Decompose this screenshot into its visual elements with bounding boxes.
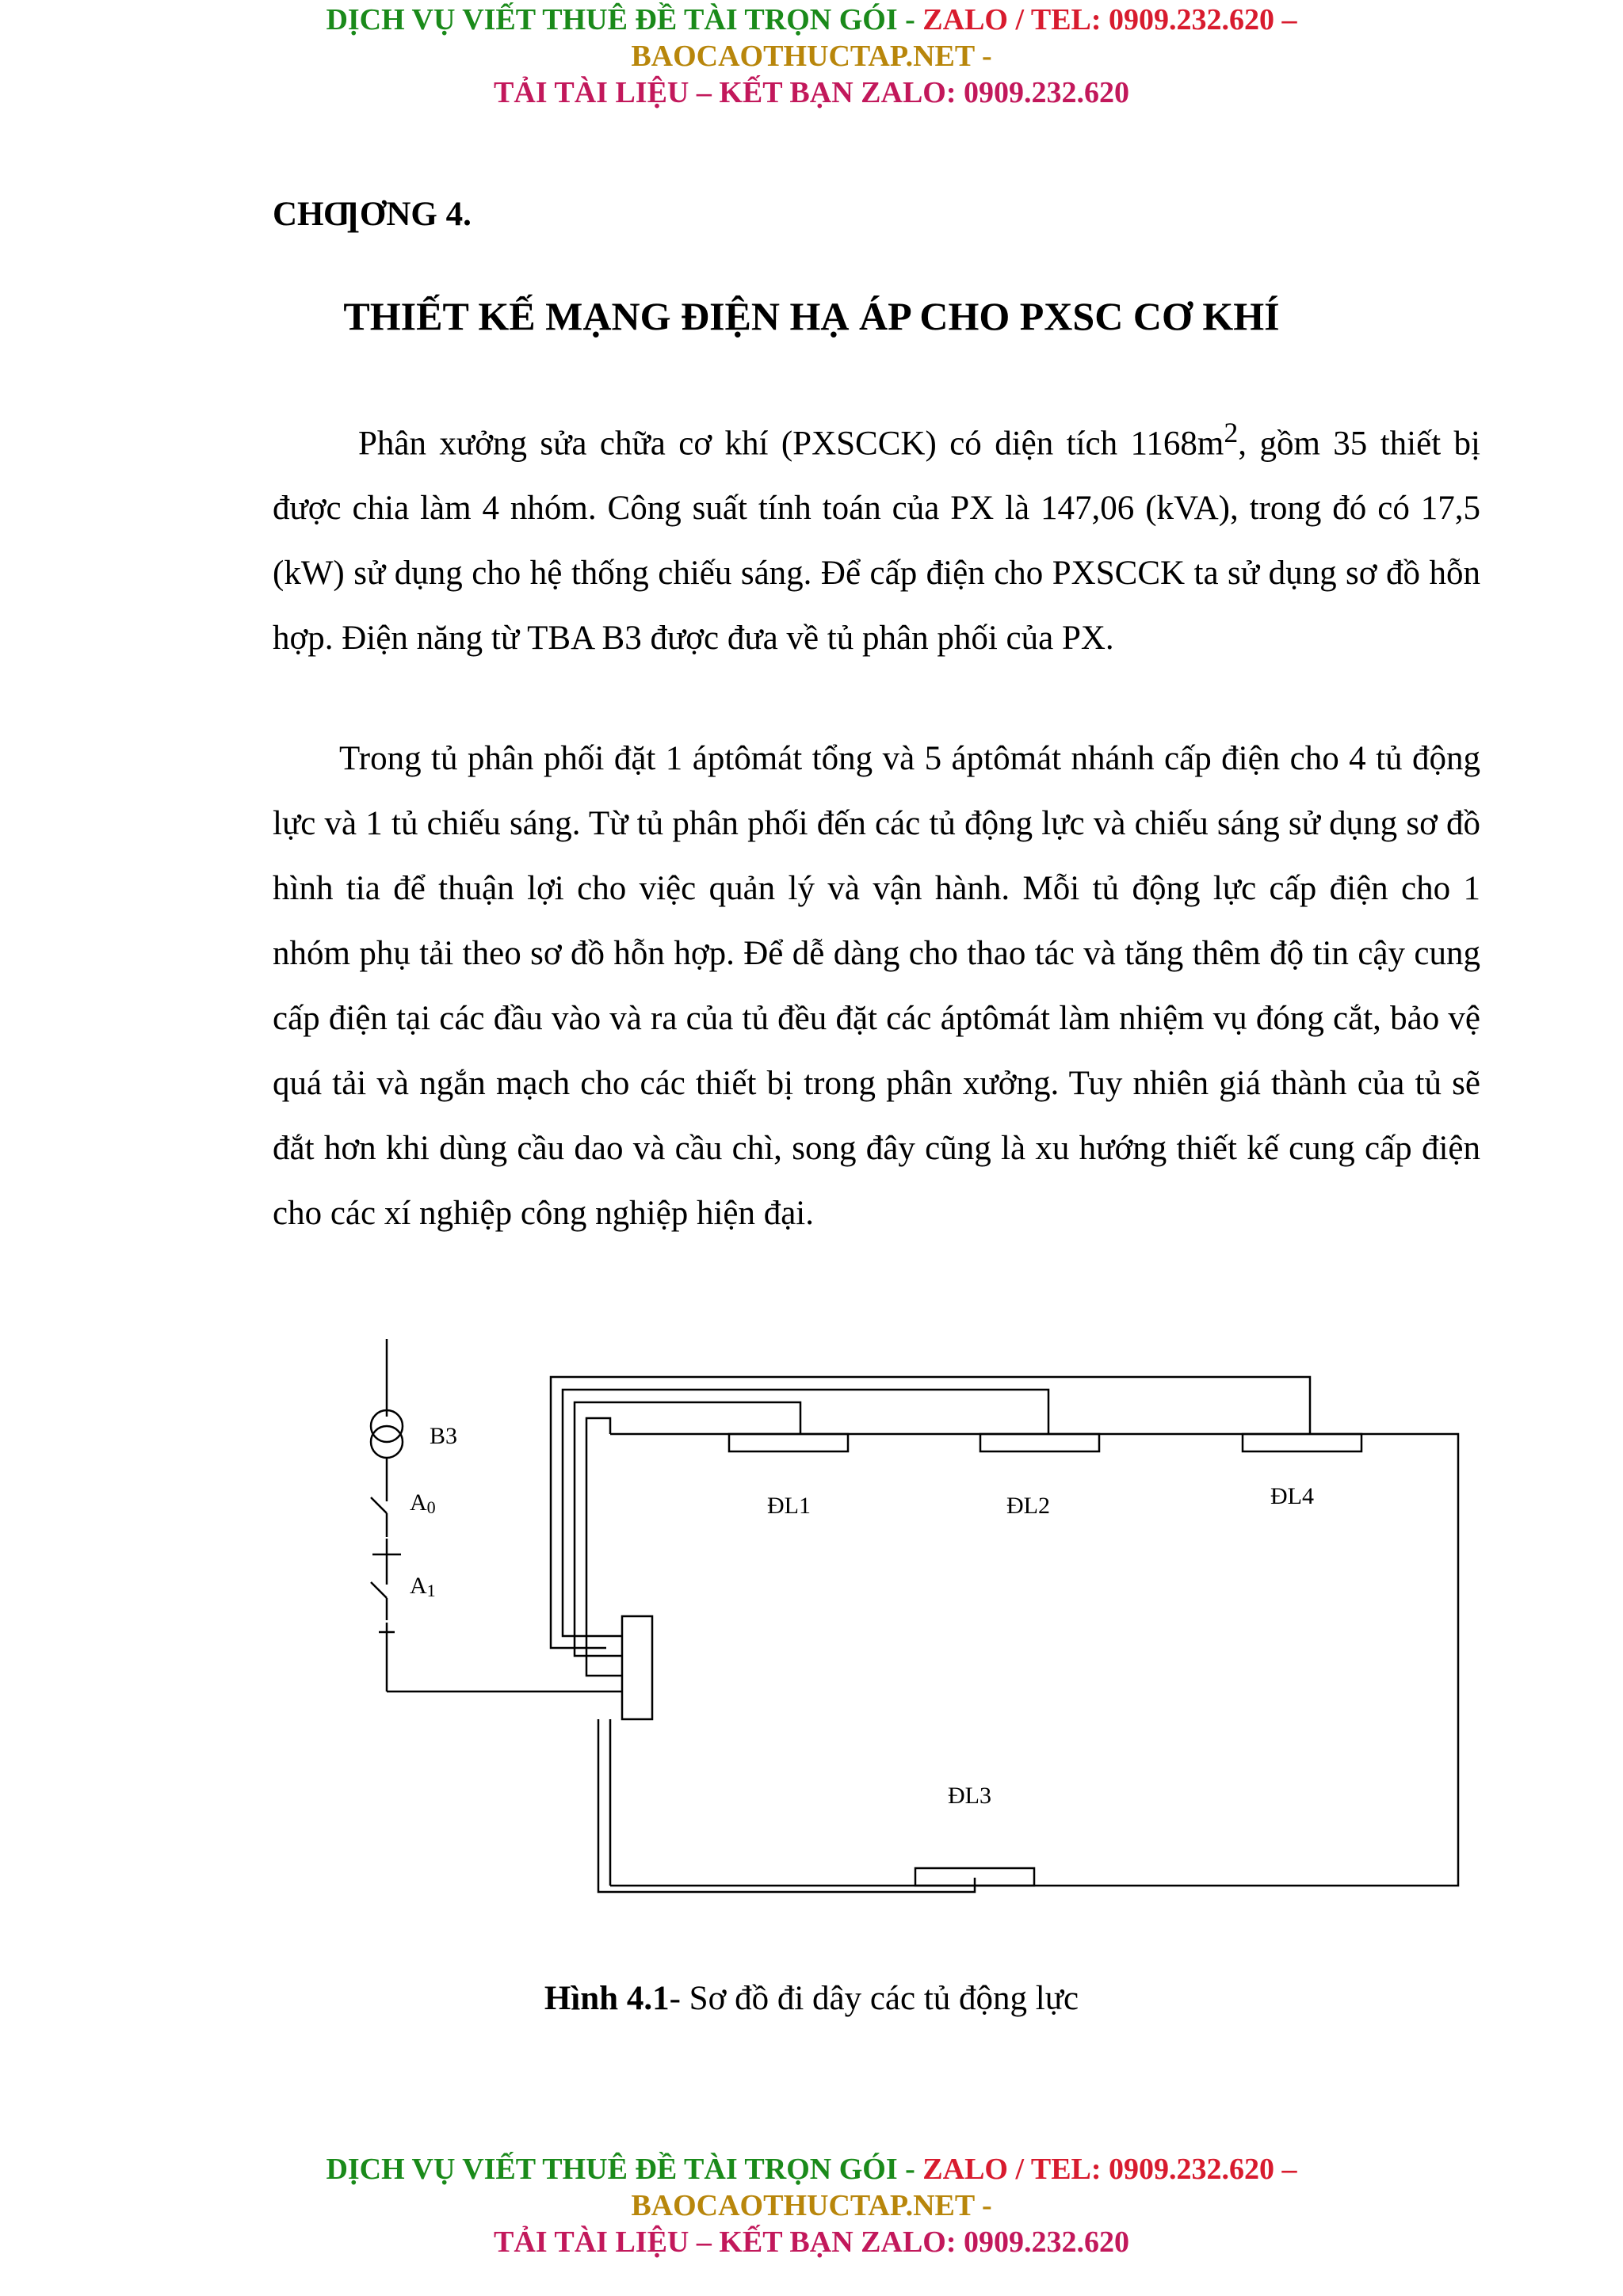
label-dl2: ĐL2 xyxy=(1006,1493,1050,1519)
label-dl4: ĐL4 xyxy=(1270,1483,1314,1509)
chapter-title: THIẾT KẾ MẠNG ĐIỆN HẠ ÁP CHO PXSC CƠ KHÍ xyxy=(343,294,1280,338)
paragraph-2: Trong tủ phân phối đặt 1 áptômát tổng và 5 áptômát nhánh cấp điện cho 4 tủ động lực và 1 tủ chiếu sáng. Từ tủ phân phối đến các tủ động lực và chiếu sáng sử dụng sơ đồ hình tia để thuận lợi cho việc quản lý và vận hành. Mỗi tủ động lực cấp điện cho 1 nhóm phụ tải theo sơ đồ hỗn hợp. Để dễ dàng cho thao tác và tăng thêm độ tin cậy cung cấp điện tại các đầu vào và ra của tủ đều đặt các áptômát làm nhiệm vụ đóng cắt, bảo vệ quá tải và ngắn mạch cho các thiết bị trong phân xưởng. Tuy nhiên giá thành của tủ sẽ đắt hơn khi dùng cầu dao và cầu chì, song đây cũng là xu hướng thiết kế cung cấp điện cho các xí nghiệp công nghiệp hiện đại. xyxy=(273,740,1480,1232)
footer-line-3: TẢI TÀI LIỆU – KẾT BẠN ZALO: 0909.232.620 xyxy=(493,2225,1130,2259)
banner-line-2: BAOCAOTHUCTAP.NET - xyxy=(631,40,992,73)
paragraph-1: Phân xưởng sửa chữa cơ khí (PXSCCK) có diện tích $1168m^2$, gồm 35 thiết bị được chia làm 4 nhóm. Công suất tính toán của PX là 147,06 (kVA), trong đó có 17,5 (kW) sử dụng cho hệ thống chiếu sáng. Để cấp điện cho PXSCCK ta sử dụng sơ đồ hỗn hợp. Điện năng từ TBA B3 được đưa về tủ phân phối của PX. xyxy=(273,417,1480,658)
chapter-heading: CHƢƠNG 4. xyxy=(273,196,472,233)
banner-line-1: DỊCH VỤ VIẾT THUÊ ĐỀ TÀI TRỌN GÓI - ZALO / TEL: 0909.232.620 – xyxy=(326,3,1297,36)
distribution-panel xyxy=(622,1616,652,1719)
cabinet-dl1 xyxy=(729,1434,848,1451)
cabinet-dl2 xyxy=(980,1434,1099,1451)
label-a0: A0 xyxy=(410,1489,436,1517)
footer-line-2: BAOCAOTHUCTAP.NET - xyxy=(631,2189,992,2222)
feeder-dl1 xyxy=(575,1402,800,1656)
label-dl1: ĐL1 xyxy=(767,1493,811,1519)
label-a1: A1 xyxy=(410,1573,436,1600)
wiring-diagram xyxy=(349,1323,1474,1901)
header-banner xyxy=(0,2,1623,111)
switch-a0 xyxy=(371,1497,387,1513)
switch-a1 xyxy=(371,1582,387,1598)
footer-line-1: DỊCH VỤ VIẾT THUÊ ĐỀ TÀI TRỌN GÓI - ZALO / TEL: 0909.232.620 – xyxy=(326,2153,1297,2186)
label-b3: B3 xyxy=(430,1423,458,1449)
figure-caption: Hình 4.1- Sơ đồ đi dây các tủ động lực xyxy=(544,1980,1079,2017)
footer-banner xyxy=(0,2151,1623,2260)
feeder-dl3 xyxy=(598,1719,975,1892)
banner-line-3: TẢI TÀI LIỆU – KẾT BẠN ZALO: 0909.232.620 xyxy=(493,76,1130,109)
cabinet-dl4 xyxy=(1243,1434,1361,1451)
feeder-dl4 xyxy=(551,1377,1310,1648)
label-dl3: ĐL3 xyxy=(948,1783,991,1809)
